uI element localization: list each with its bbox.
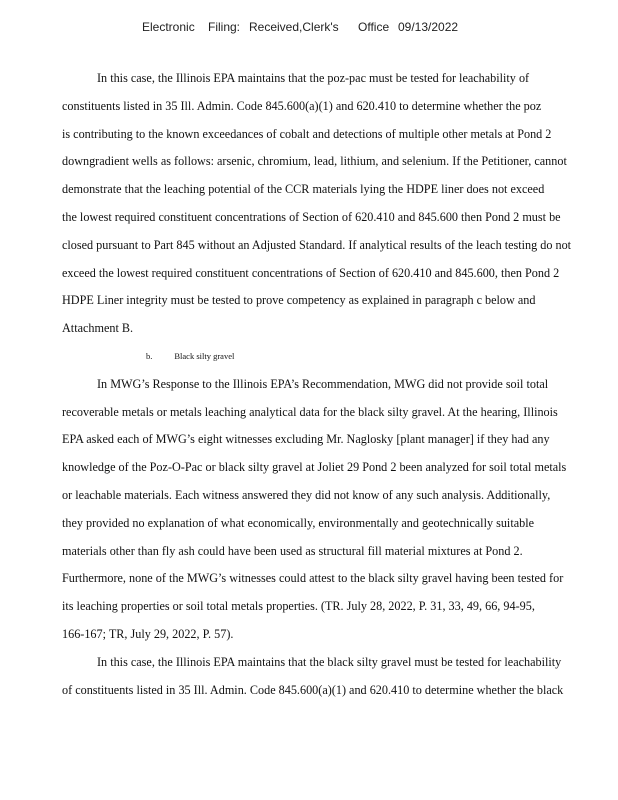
text-line: its leaching properties or soil total metals properties. (TR. July 28, 2022, P. 31, 33, 49, 66, 94-95,: [62, 599, 535, 614]
text-line: EPA asked each of MWG’s eight witnesses excluding Mr. Naglosky [plant manager] if they had any: [62, 432, 550, 447]
text-line: 166-167; TR, July 29, 2022, P. 57).: [62, 626, 234, 641]
text-line: knowledge of the Poz-O-Pac or black silty gravel at Joliet 29 Pond 2 been analyzed for soil total metals: [62, 460, 567, 475]
header-received: Received,Clerk's: [249, 20, 339, 34]
text-line: closed pursuant to Part 845 without an Adjusted Standard. If analytical results of the leach testing do not: [62, 237, 572, 252]
text-line: demonstrate that the leaching potential of the CCR materials lying the HDPE liner does not exceed: [62, 182, 545, 197]
text-line: downgradient wells as follows: arsenic, chromium, lead, lithium, and selenium. If the Petitioner, cannot: [62, 154, 567, 169]
header-electronic: Electronic: [142, 20, 195, 34]
text-line: of constituents listed in 35 Ill. Admin. Code 845.600(a)(1) and 620.410 to determine whether the black: [62, 682, 564, 697]
text-line: the lowest required constituent concentrations of Section of 620.410 and 845.600 then Pond 2 must be: [62, 209, 561, 224]
text-line: exceed the lowest required constituent concentrations of Section of 620.410 and 845.600, then Pond 2: [62, 265, 560, 280]
filing-header: [0, 20, 618, 38]
text-line: constituents listed in 35 Ill. Admin. Code 845.600(a)(1) and 620.410 to determine whether the poz: [62, 98, 542, 113]
document-body: [62, 65, 618, 704]
text-line: materials other than fly ash could have been used as structural fill material mixtures at Pond 2.: [62, 543, 523, 558]
text-line: Attachment B.: [62, 321, 134, 336]
text-line: In this case, the Illinois EPA maintains that the black silty gravel must be tested for leachability: [97, 654, 562, 669]
text-line: In this case, the Illinois EPA maintains that the poz-pac must be tested for leachability of: [97, 71, 530, 85]
text-line: is contributing to the known exceedances of cobalt and detections of multiple other metals at Pond 2: [62, 126, 552, 141]
text-line: or leachable materials. Each witness answered they did not know of any such analysis. Additionally,: [62, 487, 551, 502]
section-heading: [62, 343, 618, 371]
section-title: Black silty gravel: [174, 350, 235, 361]
header-office: Office: [358, 20, 390, 34]
text-line: they provided no explanation of what economically, environmentally and geotechnically suitable: [62, 515, 535, 530]
text-line: In MWG’s Response to the Illinois EPA’s Recommendation, MWG did not provide soil total: [97, 376, 549, 391]
text-line: recoverable metals or metals leaching analytical data for the black silty gravel. At the hearing, Illinois: [62, 404, 558, 419]
text-line: Furthermore, none of the MWG’s witnesses could attest to the black silty gravel having been tested for: [62, 571, 564, 586]
paragraph-black-silty-gravel: [62, 371, 618, 705]
text-line: HDPE Liner integrity must be tested to prove competency as explained in paragraph c below and: [62, 293, 536, 308]
paragraph-poz-pac: [62, 65, 618, 343]
header-date: 09/13/2022: [398, 20, 459, 34]
header-filing: Filing:: [208, 20, 241, 34]
section-label: b.: [146, 350, 153, 361]
